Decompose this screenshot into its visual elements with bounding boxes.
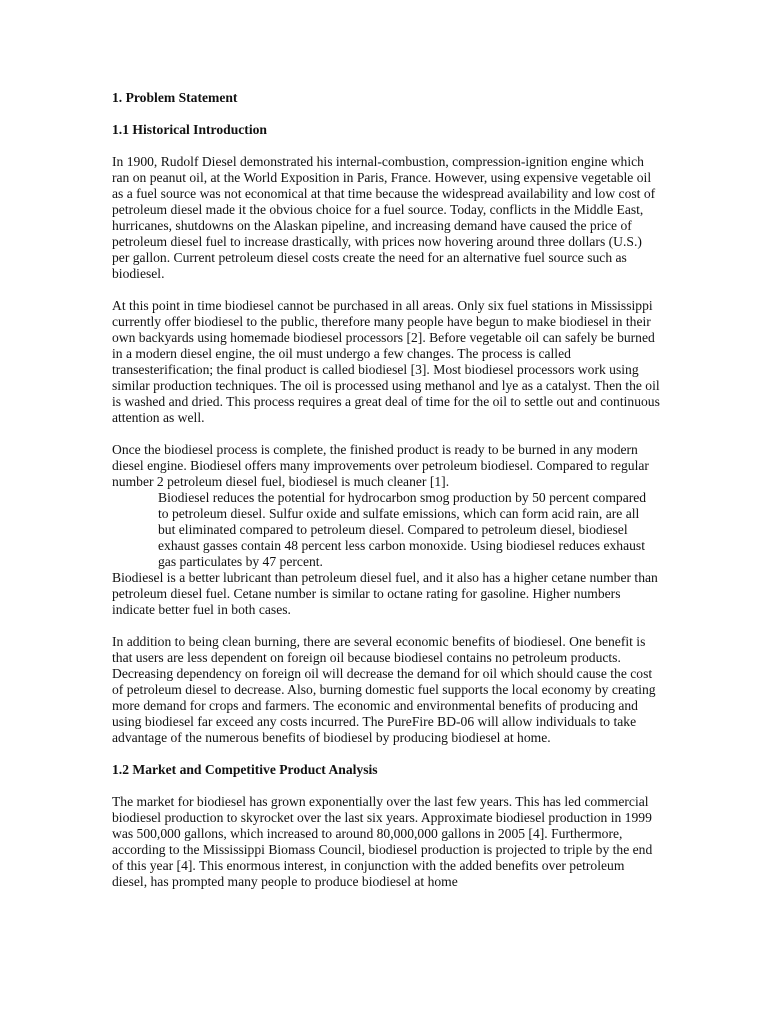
emissions-indented-paragraph: Biodiesel reduces the potential for hydrocarbon smog production by 50 percent compared to petroleum diesel. Sulfur oxide and sulfate emissions, which can form acid rain, are all but eliminated compared to petroleum diesel. Compared to petroleum diesel, biodiesel exhaust gasses contain 48 percent less carbon monoxide. Using biodiesel reduces exhaust gas particulates by 47 percent. (158, 490, 647, 569)
historical-paragraph-2: At this point in time biodiesel cannot be purchased in all areas. Only six fuel stations in Mississippi currently offer biodiesel to the public, therefore many people have begun to make biodiesel in their own backyards using homemade biodiesel processors [2]. Before vegetable oil can safely be burned in a modern diesel engine, the oil must undergo a few changes. The process is called transesterification; the final product is called biodiesel [3]. Most biodiesel processors work using similar production techniques. The oil is processed using methanol and lye as a catalyst. Then the oil is washed and dried. This process requires a great deal of time for the oil to settle out and continuous attention as well. (112, 298, 660, 425)
lubricant-paragraph: Biodiesel is a better lubricant than petroleum diesel fuel, and it also has a higher cetane number than petroleum diesel fuel. Cetane number is similar to octane rating for gasoline. Higher numbers indicate better fuel in both cases. (112, 570, 658, 617)
historical-paragraph-4: In addition to being clean burning, there are several economic benefits of biodiesel. One benefit is that users are less dependent on foreign oil because biodiesel contains no petroleum products. Decreasing dependency on foreign oil will decrease the demand for oil which should cause the cost of petroleum diesel to decrease. Also, burning domestic fuel supports the local economy by creating more demand for crops and farmers. The economic and environmental benefits of producing and using biodiesel far exceed any costs incurred. The PureFire BD-06 will allow individuals to take advantage of the numerous benefits of biodiesel by producing biodiesel at home. (112, 634, 656, 745)
section-heading: 1. Problem Statement (112, 90, 238, 105)
market-paragraph-1: The market for biodiesel has grown exponentially over the last few years. This has led commercial biodiesel production to skyrocket over the last six years. Approximate biodiesel production in 1999 was 500,000 gallons, which increased to around 80,000,000 gallons in 2005 [4]. Furthermore, according to the Mississippi Biomass Council, biodiesel production is projected to triple by the end of this year [4]. This enormous interest, in conjunction with the added benefits over petroleum diesel, has prompted many people to produce biodiesel at home (112, 794, 653, 889)
historical-introduction-heading: 1.1 Historical Introduction (112, 122, 267, 137)
historical-paragraph-3: Once the biodiesel process is complete, the finished product is ready to be burned in any modern diesel engine. Biodiesel offers many improvements over petroleum biodiesel. Compared to regular number 2 petroleum diesel fuel, biodiesel is much cleaner [1]. (112, 442, 649, 489)
document-page (112, 86, 660, 890)
market-analysis-heading: 1.2 Market and Competitive Product Analysis (112, 762, 378, 777)
historical-paragraph-1: In 1900, Rudolf Diesel demonstrated his internal-combustion, compression-ignition engine which ran on peanut oil, at the World Exposition in Paris, France. However, using expensive vegetable oil as a fuel source was not economical at that time because the widespread availability and low cost of petroleum diesel made it the obvious choice for a fuel source. Today, conflicts in the Middle East, hurricanes, shutdowns on the Alaskan pipeline, and increasing demand have caused the price of petroleum diesel fuel to increase drastically, with prices now hovering around three dollars (U.S.) per gallon. Current petroleum diesel costs create the need for an alternative fuel source such as biodiesel. (112, 154, 656, 281)
